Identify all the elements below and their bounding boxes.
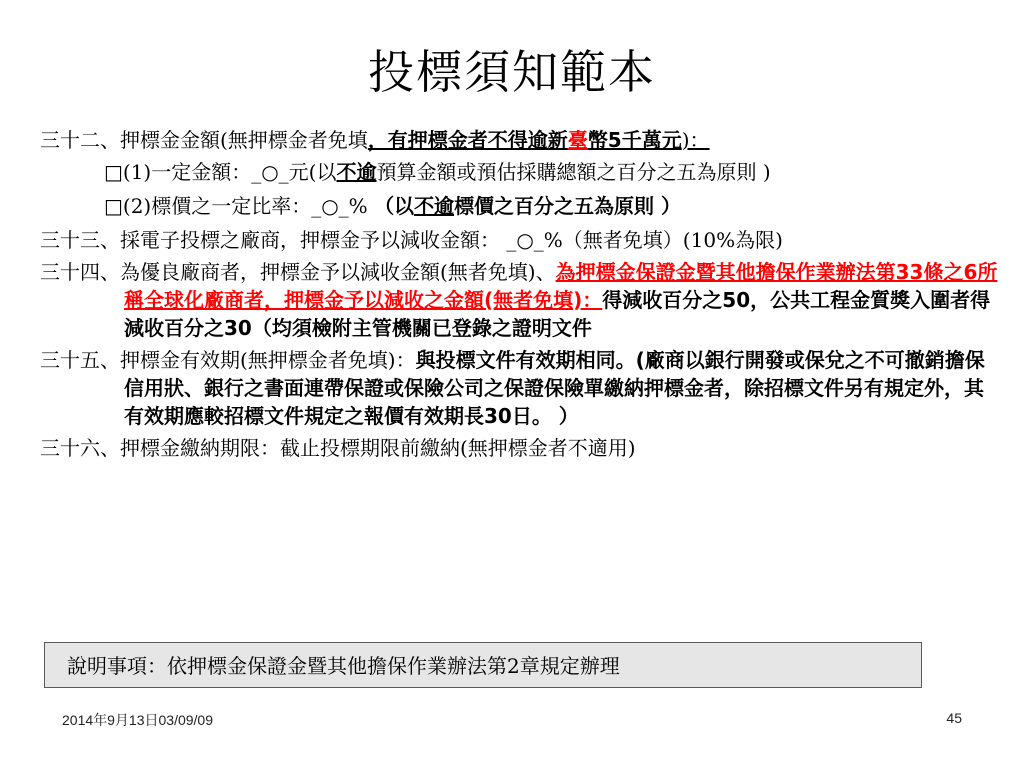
explanation-note-box: 說明事項：依押標金保證金暨其他擔保作業辦法第2章規定辦理 bbox=[44, 642, 922, 688]
item-32-red-char: 臺 bbox=[567, 128, 588, 152]
item-35-text: 三十五、押標金有效期(無押標金者免填)： bbox=[40, 348, 416, 372]
slide-body bbox=[40, 126, 1000, 466]
item-35-bold-text: 與投標文件有效期相同。(廠商以銀行開發或保兌之不可撤銷擔保信用狀、銀行之書面連帶保證或保險公司之保證保險單繳納押標金者，除招標文件另有規定外，其有效期應較招標文件規定之報價有效期長30日。 ） bbox=[124, 348, 985, 428]
option-1-bold: 不逾 bbox=[336, 160, 377, 184]
item-35 bbox=[40, 346, 1000, 430]
option-2-bold-part1: （以 bbox=[374, 194, 415, 218]
item-33: 三十三、採電子投標之廠商，押標金予以減收金額： _○_%（無者免填）(10%為限) bbox=[40, 228, 783, 252]
item-32-bold-part2: 幣5千萬元 bbox=[587, 128, 682, 152]
item-36: 三十六、押標金繳納期限：截止投標期限前繳納(無押標金者不適用) bbox=[40, 436, 636, 460]
item-34-red-text: 為押標金保證金暨其他擔保作業辦法第33條之6所稱全球化廠商者，押標金予以減收之金額(無者免填)： bbox=[124, 260, 998, 312]
footer-date: 2014年9月13日03/09/09 bbox=[62, 712, 213, 728]
item-32-option-1 bbox=[40, 158, 1000, 186]
item-34-bold-text: 得減收百分之50，公共工程金質獎入圍者得減收百分之30（均須檢附主管機關已登錄之證明文件 bbox=[124, 288, 991, 340]
item-32 bbox=[40, 126, 1000, 154]
option-1-text: (1)一定金額：_○_元(以 bbox=[122, 160, 337, 184]
item-32-tail: )： bbox=[681, 128, 710, 152]
checkbox-icon: □ bbox=[104, 160, 123, 184]
item-34-text: 三十四、為優良廠商者，押標金予以減收金額(無者免填)、 bbox=[40, 260, 556, 284]
option-2-bold-part2: 標價之百分之五為原則 ） bbox=[454, 194, 682, 218]
item-32-text: 三十二、押標金金額(無押標金者免填 bbox=[40, 128, 368, 152]
checkbox-icon: □ bbox=[104, 194, 123, 218]
item-32-option-2 bbox=[40, 192, 1000, 220]
page-number: 45 bbox=[946, 710, 962, 726]
slide-title: 投標須知範本 bbox=[368, 45, 656, 99]
option-1-tail: 預算金額或預估採購總額之百分之五為原則 ) bbox=[376, 160, 771, 184]
item-34 bbox=[40, 258, 1000, 342]
item-32-bold-part1: ，有押標金者不得逾新 bbox=[367, 128, 568, 152]
option-2-bold-underlined: 不逾 bbox=[414, 194, 455, 218]
option-2-text: (2)標價之一定比率：_○_% bbox=[122, 194, 375, 218]
